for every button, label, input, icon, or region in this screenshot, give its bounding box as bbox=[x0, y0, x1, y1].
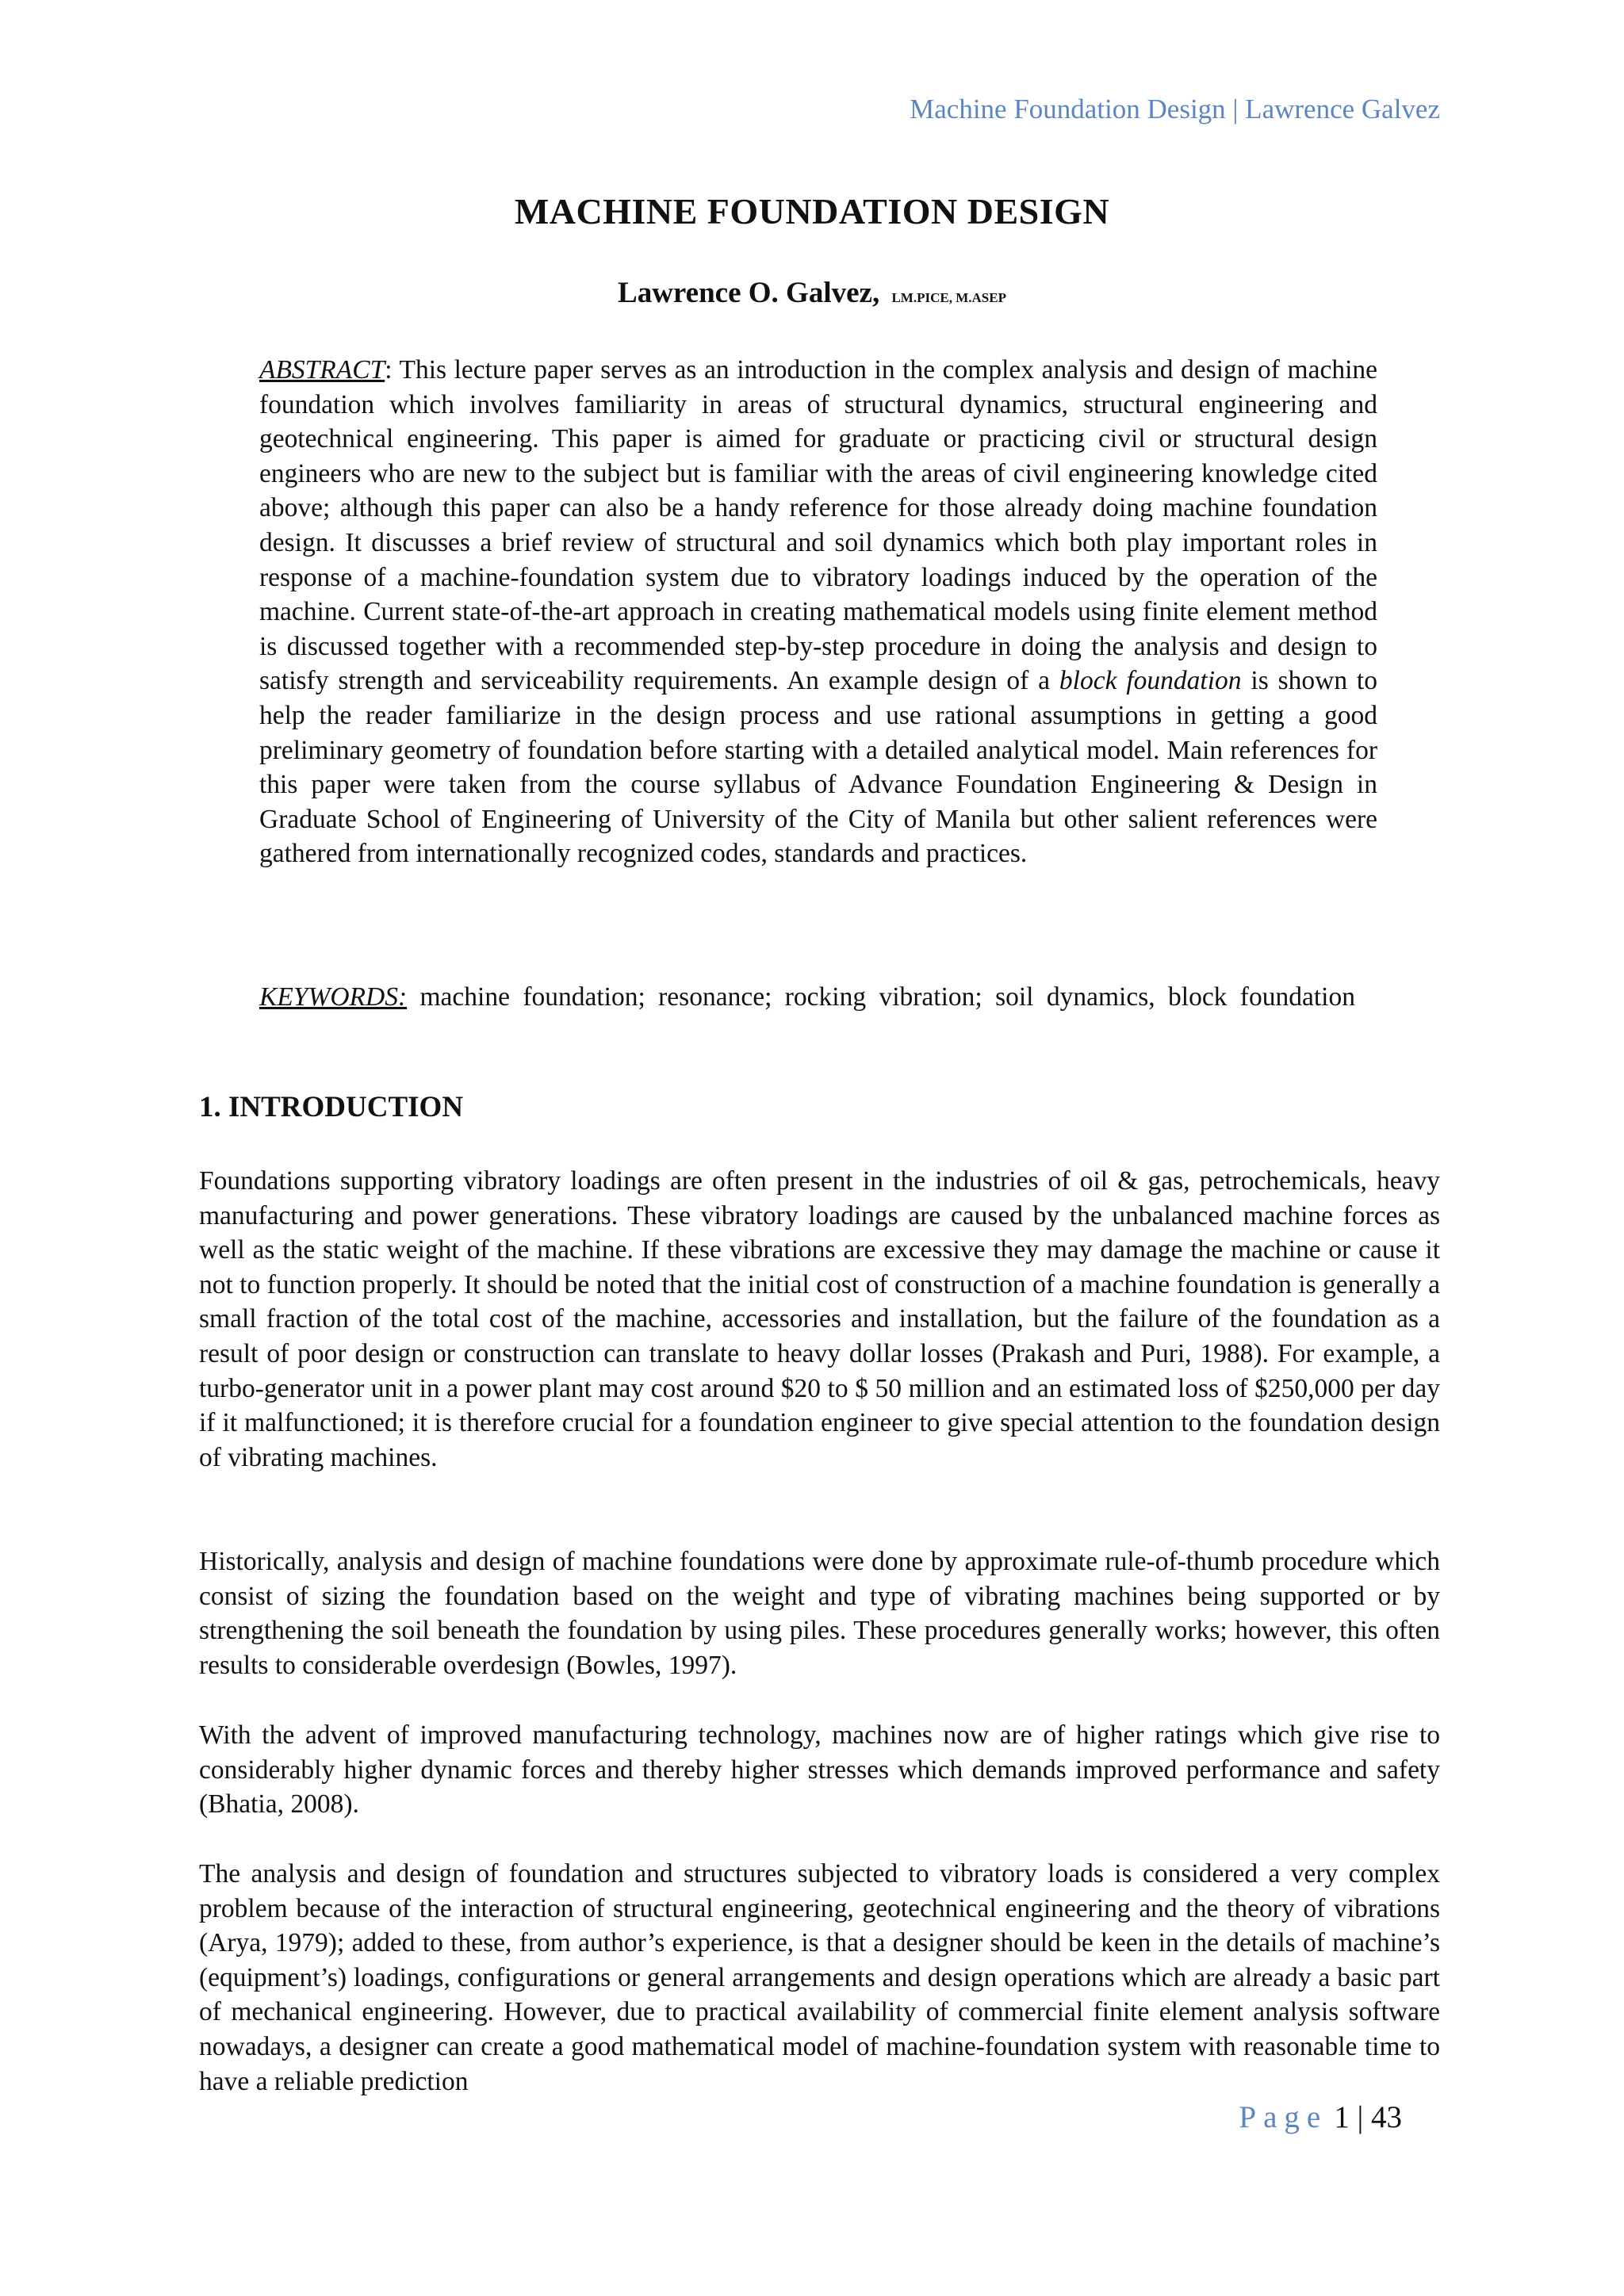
abstract-text-part-2: is shown to help the reader familiarize in the design process and use rational assumptions in getting a good preliminary geometry of foundation before starting with a detailed analytical model. Main references for this paper were taken from the course syllabus of Advance Foundation Engineering & Design in Graduate School of Engineering of University of the City of Manila but other salient references were gathered from internationally recognized codes, standards and practices. bbox=[259, 666, 1377, 869]
intro-paragraph: The analysis and design of foundation and structures subjected to vibratory loads is considered a very complex problem because of the interaction of structural engineering, geotechnical engineering and the theory of vibrations (Arya, 1979); added to these, from author’s experience, is that a designer should be keen in the details of machine’s (equipment’s) loadings, configurations or general arrangements and design operations which are already a basic part of mechanical engineering. However, due to practical availability of commercial finite element analysis software nowadays, a designer can create a good mathematical model of machine-foundation system with reasonable time to have a reliable prediction bbox=[199, 1859, 1440, 2096]
abstract-italic-term: block foundation bbox=[1059, 666, 1242, 696]
author-credentials: LM.PICE, M.ASEP bbox=[891, 290, 1006, 305]
page-separator: | bbox=[1349, 2100, 1371, 2134]
intro-paragraph: Foundations supporting vibratory loadings are often present in the industries of oil & gas, petrochemicals, heavy manufacturing and power generations. These vibratory loadings are caused by the unbalanced machine forces as well as the static weight of the machine. If these vibrations are excessive they may damage the machine or cause it not to function properly. It should be noted that the initial cost of construction of a machine foundation is generally a small fraction of the total cost of the machine, accessories and installation, but the failure of the foundation as a result of poor design or construction can translate to heavy dollar losses (Prakash and Puri, 1988). For example, a turbo-generator unit in a power plant may cost around $20 to $ 50 million and an estimated loss of $250,000 per day if it malfunctioned; it is therefore crucial for a foundation engineer to give special attention to the foundation design of vibrating machines. bbox=[199, 1166, 1440, 1472]
keywords bbox=[259, 980, 1377, 1015]
intro-paragraph: Historically, analysis and design of machine foundations were done by approximate rule-of-thumb procedure which consist of sizing the foundation based on the weight and type of vibrating machines being supported or by strengthening the soil beneath the foundation by using piles. These procedures generally works; however, this often results to considerable overdesign (Bowles, 1997). bbox=[199, 1547, 1440, 1680]
paper-title: MACHINE FOUNDATION DESIGN bbox=[514, 191, 1110, 232]
author-name: Lawrence O. Galvez, bbox=[618, 277, 880, 309]
running-header: Machine Foundation Design | Lawrence Galvez bbox=[910, 94, 1440, 124]
total-pages: 43 bbox=[1371, 2100, 1402, 2134]
intro-paragraph: With the advent of improved manufacturing technology, machines now are of higher ratings which give rise to considerably higher dynamic forces and thereby higher stresses which demands improved performance and safety (Bhatia, 2008). bbox=[199, 1720, 1440, 1820]
keywords-label: KEYWORDS: bbox=[259, 982, 408, 1012]
abstract bbox=[259, 353, 1377, 871]
abstract-text-part-1: : This lecture paper serves as an introduction in the complex analysis and design of machine foundation which involves familiarity in areas of structural dynamics, structural engineering and geotechnical engineering. This paper is aimed for graduate or practicing civil or structural design engineers who are new to the subject but is familiar with the areas of civil engineering knowledge cited above; although this paper can also be a handy reference for those already doing machine foundation design. It discusses a brief review of structural and soil dynamics which both play important roles in response of a machine-foundation system due to vibratory loadings induced by the operation of the machine. Current state-of-the-art approach in creating mathematical models using finite element method is discussed together with a recommended step-by-step procedure in doing the analysis and design to satisfy strength and serviceability requirements. An example design of a bbox=[259, 355, 1377, 696]
abstract-label: ABSTRACT bbox=[259, 355, 385, 385]
keywords-text: machine foundation; resonance; rocking vibration; soil dynamics, block foundation bbox=[407, 982, 1355, 1012]
author-line bbox=[0, 276, 1624, 310]
page-footer bbox=[1239, 2099, 1402, 2135]
page-number: 1 bbox=[1334, 2100, 1350, 2134]
section-heading-introduction: 1. INTRODUCTION bbox=[199, 1091, 464, 1123]
page-word: Page bbox=[1239, 2100, 1328, 2134]
